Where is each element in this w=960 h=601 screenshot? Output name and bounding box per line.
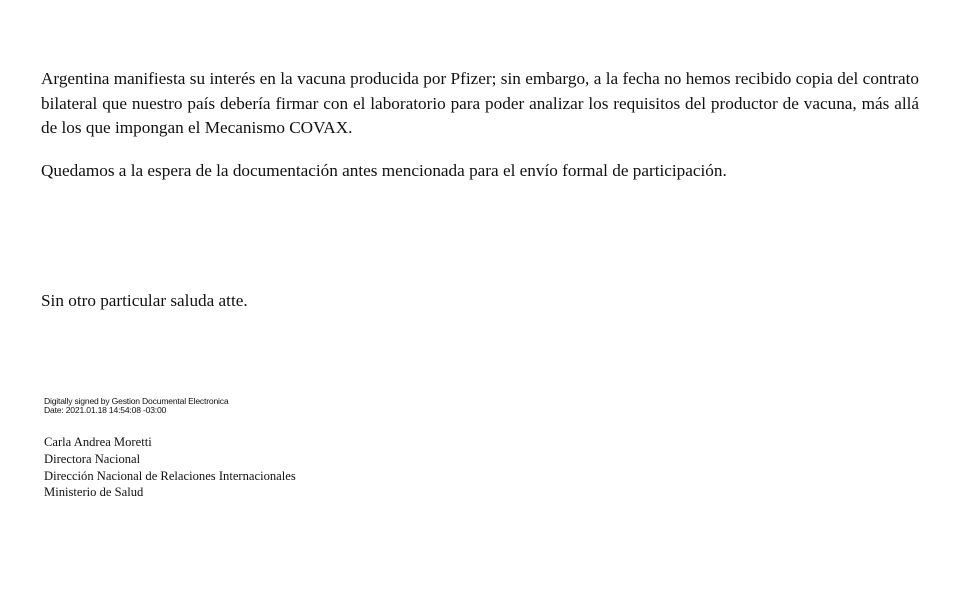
digital-signature-block [44, 397, 228, 415]
signer-title: Directora Nacional [44, 451, 141, 466]
signer-block [44, 434, 296, 501]
paragraph-vaccine-interest: Argentina manifiesta su interés en la vacuna producida por Pfizer; sin embargo, a la fecha no hemos recibido copia del contrato bilateral que nuestro país debería firmar con el laboratorio para poder analizar los requisitos del productor de vacuna, más allá de los que impongan el Mecanismo COVAX. [41, 69, 919, 137]
signer-ministry: Ministerio de Salud [44, 485, 144, 500]
digital-signature-date: Date: 2021.01.18 14:54:08 -03:00 [44, 405, 167, 415]
paragraph-awaiting-documentation: Quedamos a la espera de la documentación antes mencionada para el envío formal de participación. [41, 161, 727, 180]
digital-signature-signed-by: Digitally signed by Gestion Documental Electronica [44, 396, 229, 406]
closing-salutation: Sin otro particular saluda atte. [41, 291, 248, 310]
signer-name: Carla Andrea Moretti [44, 435, 152, 449]
signer-office: Dirección Nacional de Relaciones Internacionales [44, 468, 296, 483]
